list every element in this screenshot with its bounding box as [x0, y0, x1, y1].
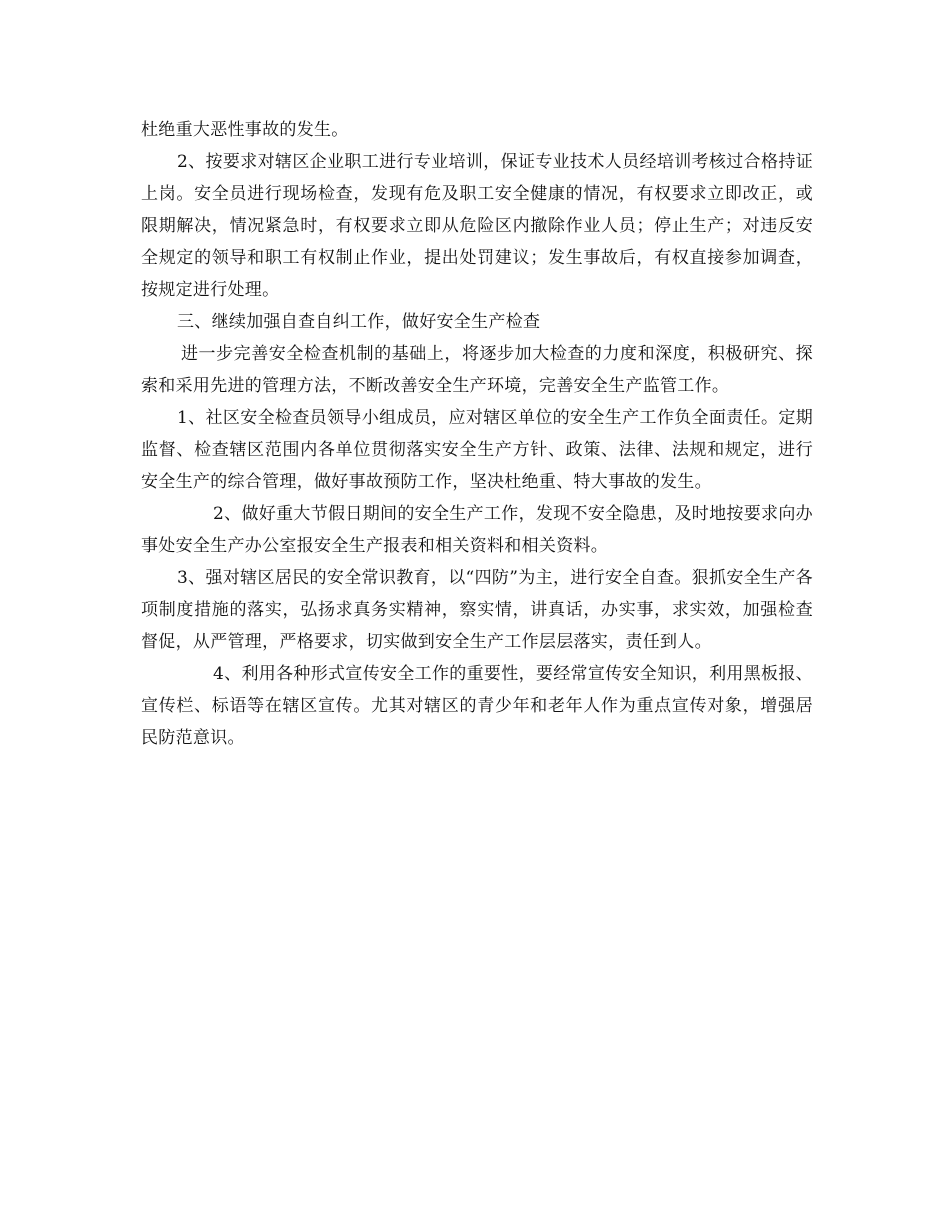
paragraph-item-2-holidays: 2、做好重大节假日期间的安全生产工作，发现不安全隐患，及时地按要求向办事处安全生产办公室报安全生产报表和相关资料和相关资料。 [141, 504, 813, 556]
paragraph-item-3-education: 3、强对辖区居民的安全常识教育，以“四防”为主，进行安全自查。狠抓安全生产各项制度措施的落实，弘扬求真务实精神，察实情，讲真话，办实事，求实效，加强检查督促，从严管理，严格要求，切实做到安全生产工作层层落实，责任到人。 [141, 568, 813, 652]
paragraph-item-1-inspectors: 1、社区安全检查员领导小组成员，应对辖区单位的安全生产工作负全面责任。定期监督、检查辖区范围内各单位贯彻落实安全生产方针、政策、法律、法规和规定，进行安全生产的综合管理，做好事故预防工作，坚决杜绝重、特大事故的发生。 [141, 408, 813, 492]
paragraph-section-3-intro: 进一步完善安全检查机制的基础上，将逐步加大检查的力度和深度，积极研究、探索和采用先进的管理方法，不断改善安全生产环境，完善安全生产监管工作。 [141, 344, 813, 396]
paragraph-continuation: 杜绝重大恶性事故的发生。 [141, 120, 349, 140]
section-heading-3: 三、继续加强自查自纠工作，做好安全生产检查 [177, 312, 541, 332]
paragraph-item-4-publicity: 4、利用各种形式宣传安全工作的重要性，要经常宣传安全知识，利用黑板报、宣传栏、标语等在辖区宣传。尤其对辖区的青少年和老年人作为重点宣传对象，增强居民防范意识。 [141, 664, 813, 748]
paragraph-item-2-training: 2、按要求对辖区企业职工进行专业培训，保证专业技术人员经培训考核过合格持证上岗。安全员进行现场检查，发现有危及职工安全健康的情况，有权要求立即改正，或限期解决，情况紧急时，有权要求立即从危险区内撤除作业人员；停止生产；对违反安全规定的领导和职工有权制止作业，提出处罚建议；发生事故后，有权直接参加调查，按规定进行处理。 [141, 152, 813, 300]
document-body [141, 114, 813, 754]
